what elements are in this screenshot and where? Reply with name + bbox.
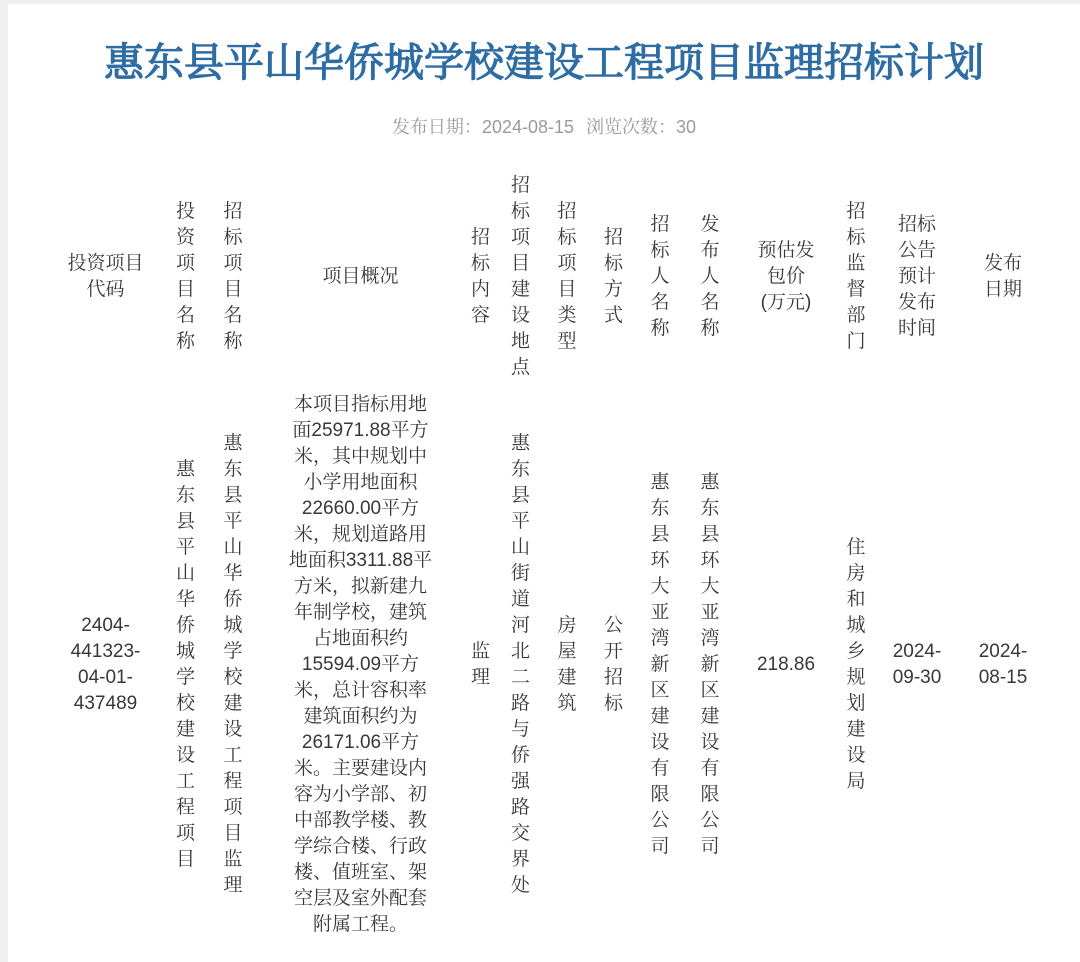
col-header-tender-content: 招标内容: [470, 226, 490, 326]
cell-announcement-time: 2024-09-30: [892, 641, 942, 688]
tender-plan-table: [48, 164, 1048, 941]
publish-meta: [8, 116, 1080, 138]
content-panel: [8, 4, 1080, 962]
col-header-tender-method: 招标方式: [603, 226, 623, 326]
col-header-tender-project-name: 招标项目名称: [223, 200, 243, 352]
col-header-project-overview: 项目概况: [322, 265, 399, 287]
views-label: 浏览次数：: [586, 117, 677, 137]
table-header-row: [48, 164, 1048, 389]
col-header-project-code: 投资项目代码: [67, 252, 144, 300]
cell-tender-method: 公开招标: [603, 615, 623, 714]
cell-estimated-price: 218.86: [756, 654, 816, 675]
publish-date-label: 发布日期：: [391, 117, 482, 137]
col-header-estimated-price: 预估发包价(万元): [757, 239, 815, 313]
table-row: [48, 389, 1048, 941]
cell-tender-content: 监理: [470, 641, 490, 688]
col-header-investment-project-name: 投资项目名称: [175, 200, 195, 352]
cell-construction-location: 惠东县平山街道河北二路与侨强路交界处: [510, 433, 530, 896]
cell-publish-date: 2024-08-15: [978, 641, 1028, 688]
views-value: 30: [676, 117, 697, 137]
page-title: 惠东县平山华侨城学校建设工程项目监理招标计划: [104, 41, 984, 85]
col-header-announcement-time: 招标公告预计发布时间: [897, 213, 936, 339]
publish-date-value: 2024-08-15: [481, 117, 575, 137]
col-header-publish-date: 发布日期: [983, 252, 1022, 300]
cell-tender-project-type: 房屋建筑: [557, 615, 577, 714]
col-header-publisher-name: 发布人名称: [700, 213, 720, 339]
cell-project-code: 2404-441323-04-01-437489: [70, 615, 141, 714]
cell-project-overview: 本项目指标用地面25971.88平方米，其中规划中小学用地面积22660.00平方米，规划道路用地面积3311.88平方米，拟新建九年制学校，建筑占地面积约15594.09平方米，总计容积率建筑面积约为26171.06平方米。主要建设内容为小学部、初中部教学楼、教学综合楼、行政楼、值班室、架空层及室外配套附属工程。: [288, 394, 433, 935]
col-header-construction-location: 招标项目建设地点: [510, 174, 530, 378]
col-header-tenderer-name: 招标人名称: [650, 213, 670, 339]
col-header-supervision-department: 招标监督部门: [846, 200, 866, 352]
cell-publisher-name: 惠东县环大亚湾新区建设有限公司: [700, 472, 720, 857]
cell-tender-project-name: 惠东县平山华侨城学校建设工程项目监理: [223, 433, 243, 896]
col-header-tender-project-type: 招标项目类型: [557, 200, 577, 352]
cell-tenderer-name: 惠东县环大亚湾新区建设有限公司: [650, 472, 670, 857]
cell-investment-project-name: 惠东县平山华侨城学校建设工程项目: [175, 459, 195, 870]
cell-supervision-department: 住房和城乡规划建设局: [846, 537, 866, 792]
